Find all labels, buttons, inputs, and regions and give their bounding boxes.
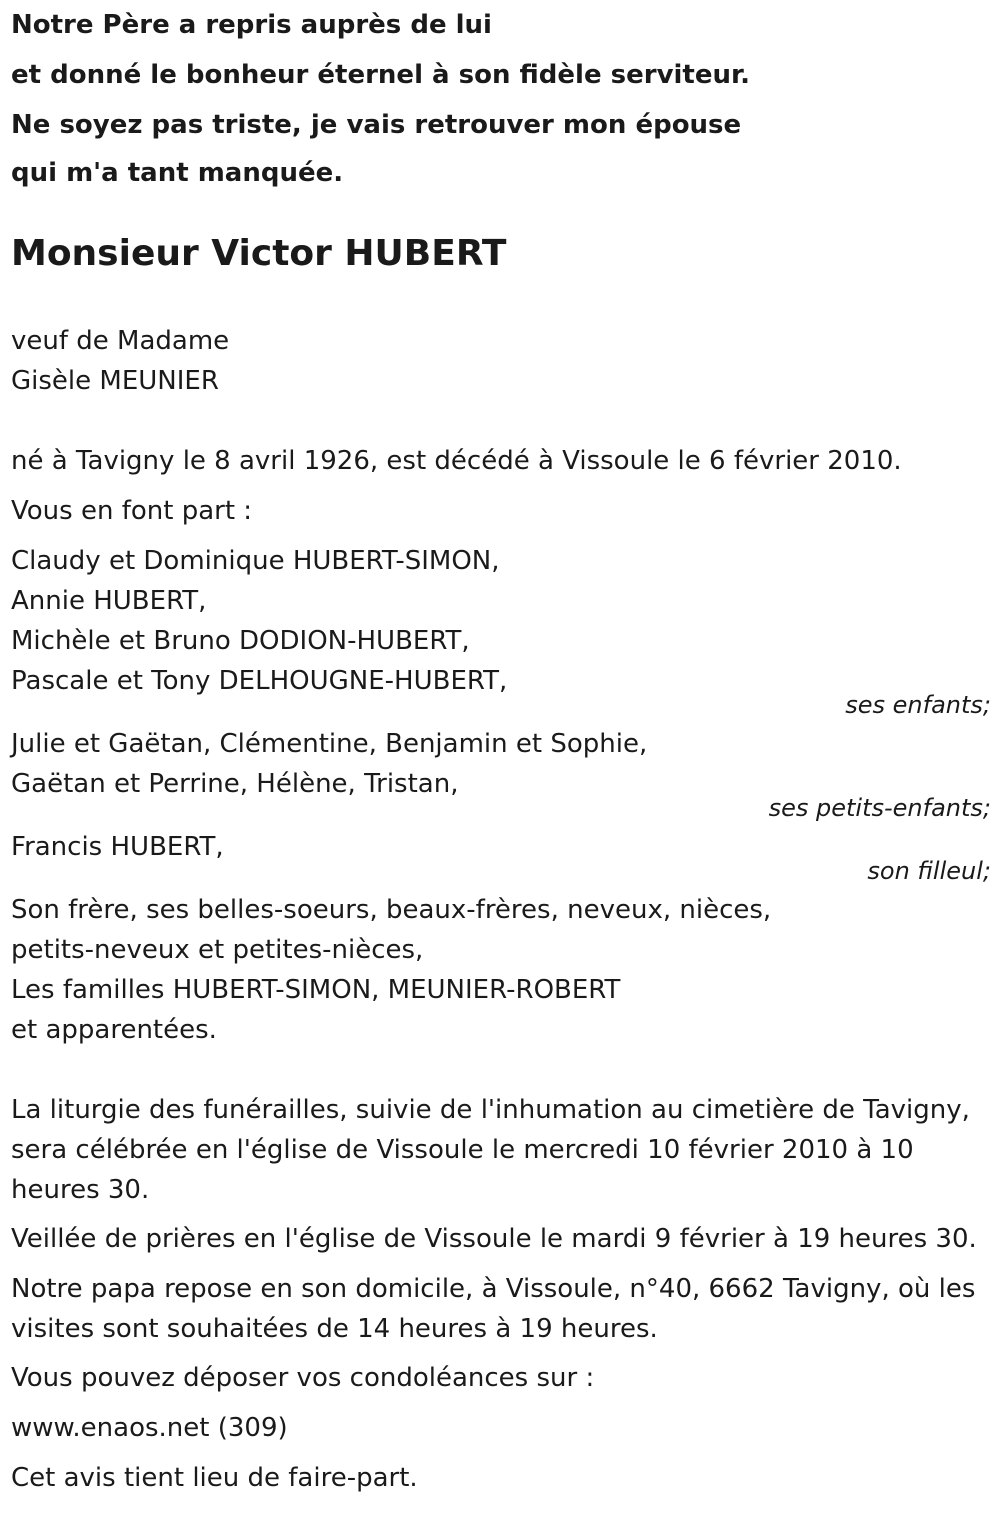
verse-line-1: Notre Père a repris auprès de lui [11,10,492,40]
child-line: Annie HUBERT, [11,586,207,616]
child-line: Michèle et Bruno DODION-HUBERT, [11,626,470,656]
grandchildren-label: ses petits-enfants; [768,794,991,822]
child-line: Pascale et Tony DELHOUGNE-HUBERT, [11,666,508,696]
birth-death: né à Tavigny le 8 avril 1926, est décédé à Vissoule le 6 février 2010. [11,446,902,476]
children-label: ses enfants; [845,691,991,719]
home-line: Notre papa repose en son domicile, à Vissoule, n°40, 6662 Tavigny, où les [11,1274,976,1304]
family-line: Les familles HUBERT-SIMON, MEUNIER-ROBERT [11,975,621,1005]
spouse-line-2: Gisèle MEUNIER [11,366,219,396]
verse-line-2: et donné le bonheur éternel à son fidèle serviteur. [11,60,750,90]
family-line: Son frère, ses belles-soeurs, beaux-frères, neveux, nièces, [11,895,772,925]
verse-line-3: Ne soyez pas triste, je vais retrouver mon épouse [11,110,742,140]
verse-line-4: qui m'a tant manquée. [11,158,344,188]
funeral-line: heures 30. [11,1175,150,1205]
home-line: visites sont souhaitées de 14 heures à 19 heures. [11,1314,658,1344]
website-link[interactable]: www.enaos.net (309) [11,1413,288,1443]
announce: Vous en font part : [11,496,253,526]
godson: Francis HUBERT, [11,832,224,862]
funeral-line: sera célébrée en l'église de Vissoule le mercredi 10 février 2010 à 10 [11,1135,914,1165]
condolences: Vous pouvez déposer vos condoléances sur : [11,1363,595,1393]
godson-label: son filleul; [867,857,991,885]
grandchild-line: Julie et Gaëtan, Clémentine, Benjamin et Sophie, [11,729,648,759]
family-line: et apparentées. [11,1015,217,1045]
child-line: Claudy et Dominique HUBERT-SIMON, [11,546,500,576]
spouse-line-1: veuf de Madame [11,326,230,356]
family-line: petits-neveux et petites-nièces, [11,935,424,965]
closing: Cet avis tient lieu de faire-part. [11,1463,418,1493]
vigil: Veillée de prières en l'église de Vissoule le mardi 9 février à 19 heures 30. [11,1224,977,1254]
grandchild-line: Gaëtan et Perrine, Hélène, Tristan, [11,769,459,799]
funeral-line: La liturgie des funérailles, suivie de l'inhumation au cimetière de Tavigny, [11,1095,970,1125]
deceased-name: Monsieur Victor HUBERT [11,233,507,274]
